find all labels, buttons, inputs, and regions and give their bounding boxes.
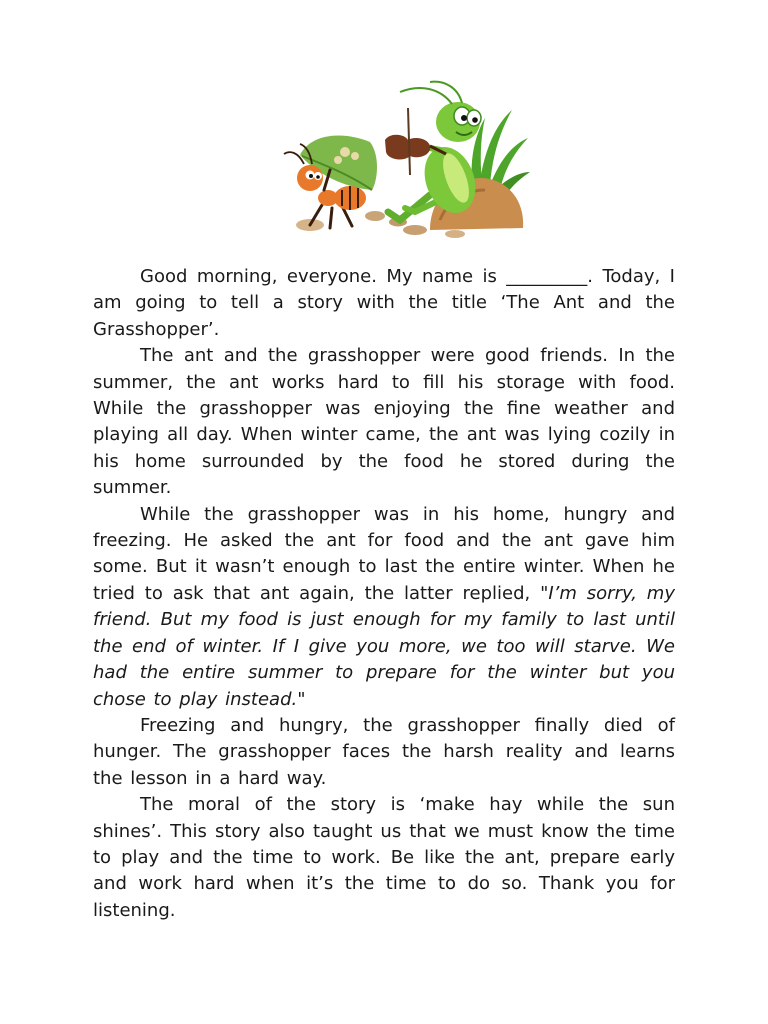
paragraph-winter-intro: While the grasshopper was in his home, hungry and freezing. He asked the ant for food and the ant gave him some. But it wasn’t enough to last the entire winter. When he tried to ask that ant again, the latter replied, " xyxy=(93,503,675,604)
story-text xyxy=(93,264,675,924)
paragraph-winter xyxy=(93,502,675,713)
ant-grasshopper-illustration xyxy=(280,80,530,245)
paragraph-summer: The ant and the grasshopper were good friends. In the summer, the ant works hard to fill his storage with food. While the grasshopper was enjoying the fine weather and playing all day. When winter came, the ant was lying cozily in his home surrounded by the food he stored during the summer. xyxy=(93,345,675,499)
quote-close: " xyxy=(297,688,306,710)
paragraph-hunger: Freezing and hungry, the grasshopper finally died of hunger. The grasshopper faces the harsh reality and learns the lesson in a hard way. xyxy=(93,714,675,789)
ant-reply-quote: I’m sorry, my friend. But my food is just enough for my family to last until the end of winter. If I give you more, we too will starve. We had the entire summer to prepare for the winter but you chose to play instead. xyxy=(93,582,675,710)
paragraph-greeting: Good morning, everyone. My name is _________. Today, I am going to tell a story with the title ‘The Ant and the Grasshopper’. xyxy=(93,266,675,340)
paragraph-moral: The moral of the story is ‘make hay while the sun shines’. This story also taught us that we must know the time to play and the time to work. Be like the ant, prepare early and work hard when it’s the time to do so. Thank you for listening. xyxy=(93,794,675,921)
